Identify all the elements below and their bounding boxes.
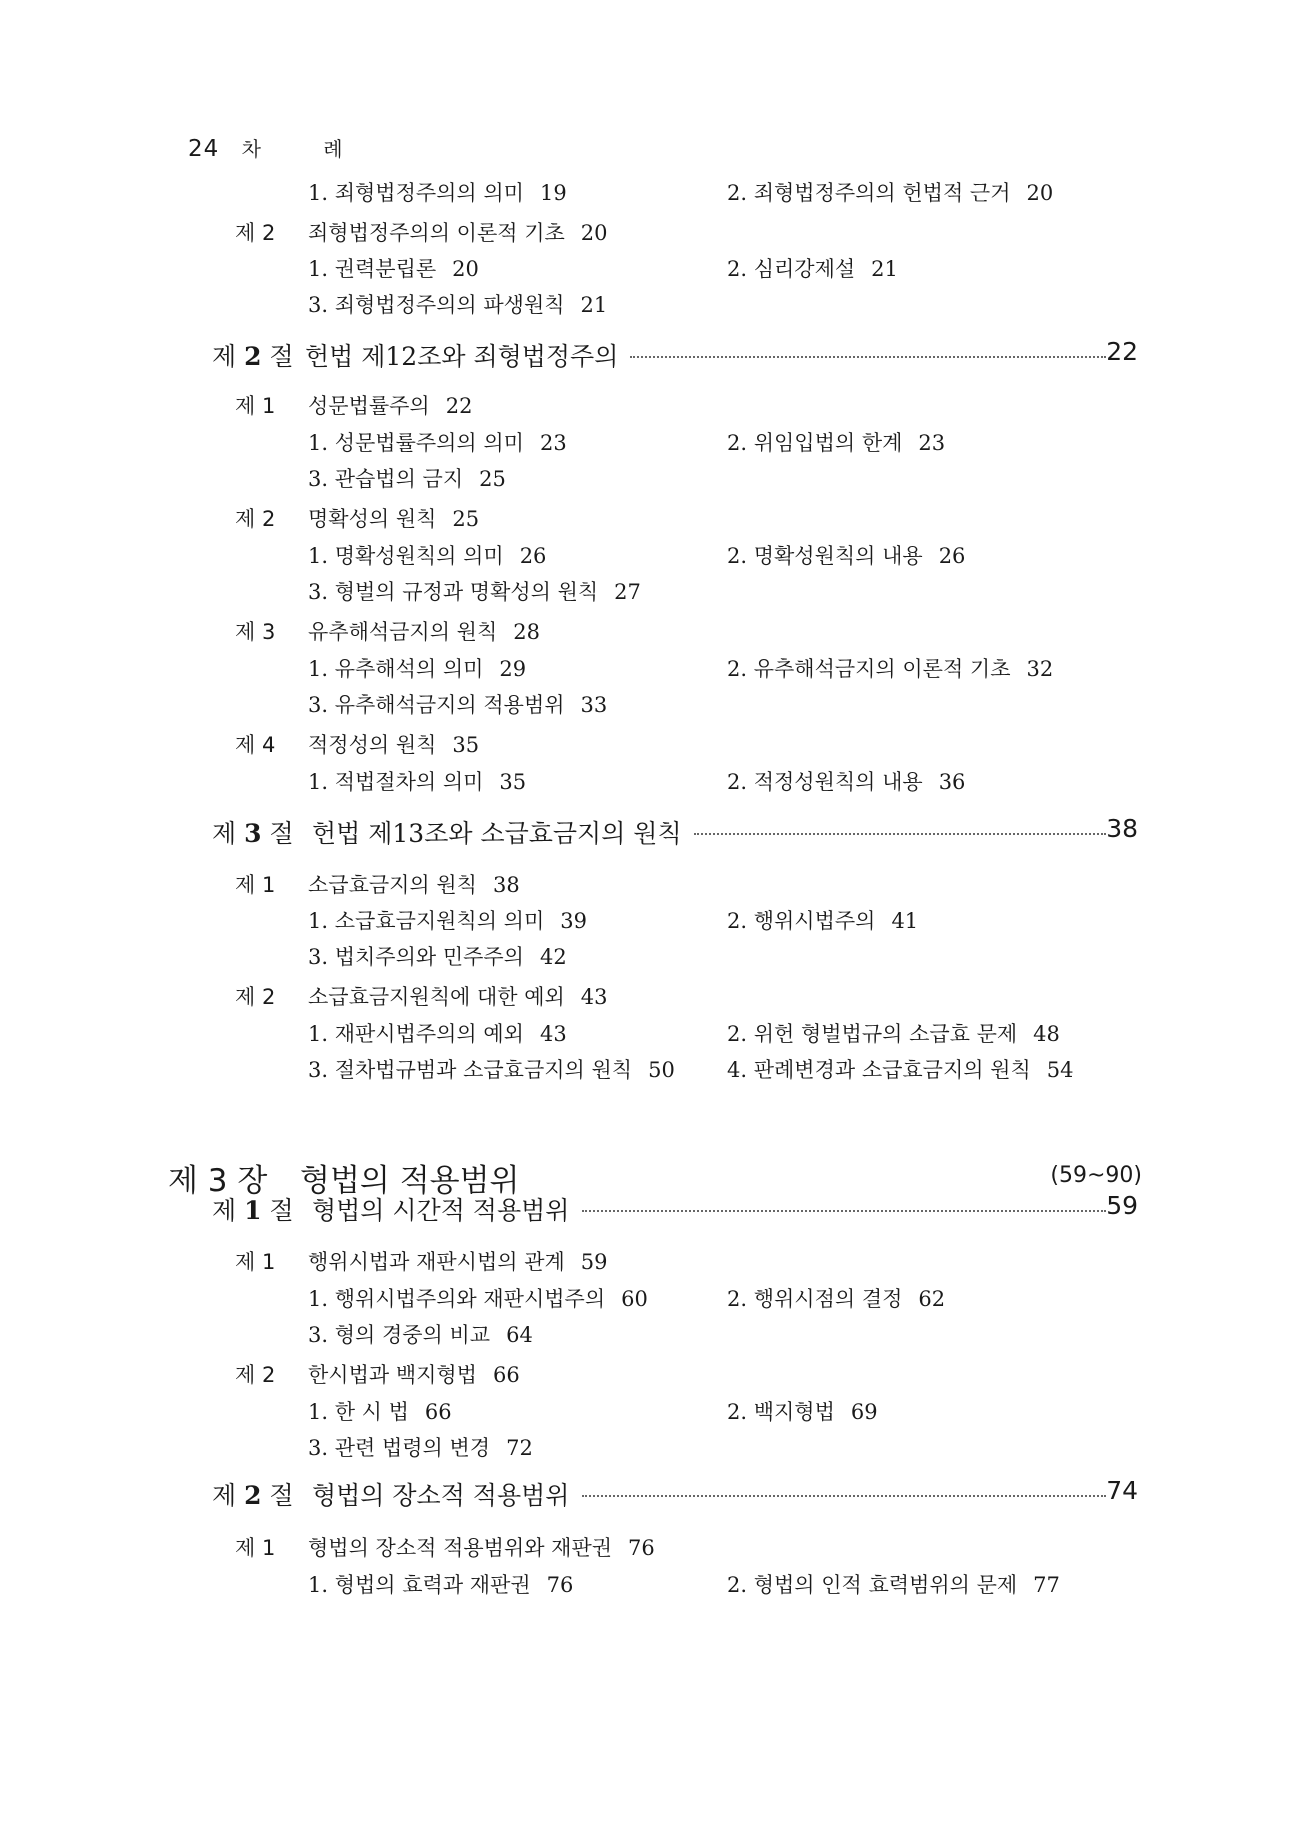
section-label: 제 3 절 bbox=[212, 819, 294, 848]
item-page: 20 bbox=[452, 257, 479, 281]
item-row bbox=[0, 905, 1306, 937]
subsection-page: 76 bbox=[628, 1536, 655, 1560]
item-entry: 1. 행위시법주의와 재판시법주의 60 bbox=[308, 1287, 648, 1311]
item-page: 64 bbox=[506, 1323, 533, 1347]
item-row bbox=[0, 253, 1306, 285]
section-entry bbox=[0, 337, 1306, 377]
item-entry: 2. 명확성원칙의 내용 26 bbox=[727, 544, 966, 568]
item-entry: 1. 재판시법주의의 예외 43 bbox=[308, 1022, 567, 1046]
item-entry: 2. 죄형법정주의의 헌법적 근거 20 bbox=[727, 181, 1054, 205]
item-row bbox=[0, 766, 1306, 798]
subsection-label: 제 2 bbox=[235, 221, 276, 245]
subsection-label: 제 1 bbox=[235, 1250, 276, 1274]
subsection-title: 소급효금지의 원칙 38 bbox=[308, 873, 520, 897]
item-page: 32 bbox=[1026, 657, 1054, 681]
item-page: 26 bbox=[938, 544, 966, 568]
item-page: 29 bbox=[499, 657, 527, 681]
item-entry: 3. 형벌의 규정과 명확성의 원칙 27 bbox=[308, 580, 641, 604]
item-page: 20 bbox=[1026, 181, 1054, 205]
item-page: 69 bbox=[850, 1400, 878, 1424]
subsection-label: 제 1 bbox=[235, 873, 276, 897]
item-page: 72 bbox=[506, 1436, 533, 1460]
section-number: 2 bbox=[244, 342, 262, 371]
item-page: 42 bbox=[539, 945, 567, 969]
item-page: 27 bbox=[614, 580, 641, 604]
item-row bbox=[0, 1432, 1306, 1464]
chapter-label: 제 3 장 bbox=[168, 1163, 268, 1199]
subsection-title: 소급효금지원칙에 대한 예외 43 bbox=[308, 985, 608, 1009]
item-entry: 1. 성문법률주의의 의미 23 bbox=[308, 431, 567, 455]
item-row bbox=[0, 1569, 1306, 1601]
subsection-entry bbox=[0, 1532, 1306, 1564]
section-label: 제 1 절 bbox=[212, 1196, 294, 1225]
section-entry bbox=[0, 1476, 1306, 1516]
item-page: 48 bbox=[1033, 1022, 1060, 1046]
item-page: 41 bbox=[891, 909, 919, 933]
item-entry: 2. 형법의 인적 효력범위의 문제 77 bbox=[727, 1573, 1060, 1597]
subsection-page: 35 bbox=[452, 733, 480, 757]
section-number: 1 bbox=[244, 1196, 262, 1225]
section-page: 38 bbox=[1106, 814, 1138, 843]
item-row bbox=[0, 1396, 1306, 1428]
section-entry bbox=[0, 814, 1306, 854]
subsection-title: 성문법률주의 22 bbox=[308, 394, 473, 418]
item-entry: 3. 죄형법정주의의 파생원칙 21 bbox=[308, 293, 608, 317]
subsection-page: 59 bbox=[580, 1250, 608, 1274]
subsection-title: 행위시법과 재판시법의 관계 59 bbox=[308, 1250, 608, 1274]
subsection-title: 명확성의 원칙 25 bbox=[308, 507, 480, 531]
subsection-page: 38 bbox=[492, 873, 520, 897]
subsection-entry bbox=[0, 503, 1306, 535]
leader-dots bbox=[582, 1495, 1106, 1497]
subsection-title: 형법의 장소적 적용범위와 재판권 76 bbox=[308, 1536, 655, 1560]
running-header bbox=[188, 133, 371, 162]
item-page: 19 bbox=[539, 181, 567, 205]
item-row bbox=[0, 463, 1306, 495]
item-entry: 2. 행위시점의 결정 62 bbox=[727, 1287, 946, 1311]
item-page: 60 bbox=[621, 1287, 648, 1311]
item-page: 26 bbox=[519, 544, 547, 568]
item-row bbox=[0, 1283, 1306, 1315]
subsection-title: 유추해석금지의 원칙 28 bbox=[308, 620, 540, 644]
item-entry: 1. 유추해석의 의미 29 bbox=[308, 657, 527, 681]
item-entry: 1. 적법절차의 의미 35 bbox=[308, 770, 527, 794]
item-page: 66 bbox=[424, 1400, 452, 1424]
chapter-title: 형법의 적용범위 bbox=[300, 1163, 520, 1199]
item-entry: 1. 소급효금지원칙의 의미 39 bbox=[308, 909, 587, 933]
section-label: 제 2 절 bbox=[212, 342, 294, 371]
subsection-entry bbox=[0, 729, 1306, 761]
subsection-entry bbox=[0, 1246, 1306, 1278]
subsection-entry bbox=[0, 981, 1306, 1013]
subsection-title: 죄형법정주의의 이론적 기초 20 bbox=[308, 221, 608, 245]
item-row bbox=[0, 653, 1306, 685]
section-page: 22 bbox=[1106, 337, 1138, 366]
section-entry bbox=[0, 1191, 1306, 1231]
subsection-page: 22 bbox=[445, 394, 473, 418]
item-entry: 1. 죄형법정주의의 의미 19 bbox=[308, 181, 567, 205]
leader-dots bbox=[694, 833, 1106, 835]
subsection-entry bbox=[0, 869, 1306, 901]
item-entry: 1. 한 시 법 66 bbox=[308, 1400, 452, 1424]
subsection-title: 적정성의 원칙 35 bbox=[308, 733, 480, 757]
item-entry: 2. 유추해석금지의 이론적 기초 32 bbox=[727, 657, 1054, 681]
item-row bbox=[0, 941, 1306, 973]
item-entry: 3. 형의 경중의 비교 64 bbox=[308, 1323, 533, 1347]
item-page: 33 bbox=[580, 693, 608, 717]
item-entry: 1. 권력분립론 20 bbox=[308, 257, 479, 281]
item-row bbox=[0, 427, 1306, 459]
subsection-entry bbox=[0, 217, 1306, 249]
item-page: 21 bbox=[580, 293, 608, 317]
section-number: 3 bbox=[244, 819, 262, 848]
item-row bbox=[0, 689, 1306, 721]
item-entry: 2. 백지형법 69 bbox=[727, 1400, 878, 1424]
section-title: 형법의 장소적 적용범위 bbox=[312, 1481, 570, 1510]
item-page: 76 bbox=[546, 1573, 574, 1597]
item-page: 43 bbox=[539, 1022, 567, 1046]
item-entry: 1. 명확성원칙의 의미 26 bbox=[308, 544, 547, 568]
item-page: 23 bbox=[539, 431, 567, 455]
leader-dots bbox=[582, 1210, 1106, 1212]
item-entry: 1. 형법의 효력과 재판권 76 bbox=[308, 1573, 574, 1597]
subsection-label: 제 2 bbox=[235, 985, 276, 1009]
subsection-entry bbox=[0, 390, 1306, 422]
section-title: 헌법 제13조와 소급효금지의 원칙 bbox=[312, 819, 682, 848]
section-label: 제 2 절 bbox=[212, 1481, 294, 1510]
subsection-page: 43 bbox=[580, 985, 608, 1009]
chapter-page-range: (59~90) bbox=[1050, 1163, 1142, 1188]
subsection-entry bbox=[0, 616, 1306, 648]
item-page: 36 bbox=[938, 770, 966, 794]
subsection-title: 한시법과 백지형법 66 bbox=[308, 1363, 520, 1387]
item-page: 77 bbox=[1033, 1573, 1060, 1597]
item-page: 21 bbox=[871, 257, 898, 281]
leader-dots bbox=[630, 356, 1106, 358]
item-row bbox=[0, 540, 1306, 572]
item-page: 39 bbox=[560, 909, 587, 933]
header-title: 차 례 bbox=[241, 137, 371, 161]
item-entry: 4. 판례변경과 소급효금지의 원칙 54 bbox=[727, 1058, 1074, 1082]
section-title: 형법의 시간적 적용범위 bbox=[312, 1196, 570, 1225]
item-row bbox=[0, 289, 1306, 321]
subsection-page: 20 bbox=[580, 221, 608, 245]
item-entry: 3. 법치주의와 민주주의 42 bbox=[308, 945, 567, 969]
subsection-page: 66 bbox=[492, 1363, 520, 1387]
item-page: 54 bbox=[1046, 1058, 1074, 1082]
item-entry: 3. 관습법의 금지 25 bbox=[308, 467, 506, 491]
item-row bbox=[0, 1054, 1306, 1086]
subsection-label: 제 2 bbox=[235, 507, 276, 531]
item-page: 25 bbox=[479, 467, 506, 491]
page-number: 24 bbox=[188, 136, 220, 162]
item-page: 35 bbox=[499, 770, 527, 794]
subsection-label: 제 2 bbox=[235, 1363, 276, 1387]
subsection-label: 제 1 bbox=[235, 1536, 276, 1560]
subsection-label: 제 4 bbox=[235, 733, 276, 757]
item-entry: 3. 관련 법령의 변경 72 bbox=[308, 1436, 533, 1460]
item-entry: 3. 유추해석금지의 적용범위 33 bbox=[308, 693, 608, 717]
subsection-page: 28 bbox=[513, 620, 540, 644]
subsection-label: 제 3 bbox=[235, 620, 276, 644]
item-page: 23 bbox=[918, 431, 946, 455]
section-title: 헌법 제12조와 죄형법정주의 bbox=[305, 342, 619, 371]
subsection-page: 25 bbox=[452, 507, 480, 531]
section-number: 2 bbox=[244, 1481, 262, 1510]
subsection-entry bbox=[0, 1359, 1306, 1391]
item-page: 50 bbox=[648, 1058, 675, 1082]
item-entry: 3. 절차법규범과 소급효금지의 원칙 50 bbox=[308, 1058, 675, 1082]
item-row bbox=[0, 177, 1306, 209]
section-page: 74 bbox=[1106, 1476, 1138, 1505]
item-row bbox=[0, 576, 1306, 608]
item-entry: 2. 위헌 형벌법규의 소급효 문제 48 bbox=[727, 1022, 1060, 1046]
item-entry: 2. 적정성원칙의 내용 36 bbox=[727, 770, 966, 794]
section-page: 59 bbox=[1106, 1191, 1138, 1220]
item-entry: 2. 위임입법의 한계 23 bbox=[727, 431, 946, 455]
subsection-label: 제 1 bbox=[235, 394, 276, 418]
item-entry: 2. 심리강제설 21 bbox=[727, 257, 898, 281]
item-row bbox=[0, 1319, 1306, 1351]
item-row bbox=[0, 1018, 1306, 1050]
item-page: 62 bbox=[918, 1287, 946, 1311]
item-entry: 2. 행위시법주의 41 bbox=[727, 909, 919, 933]
